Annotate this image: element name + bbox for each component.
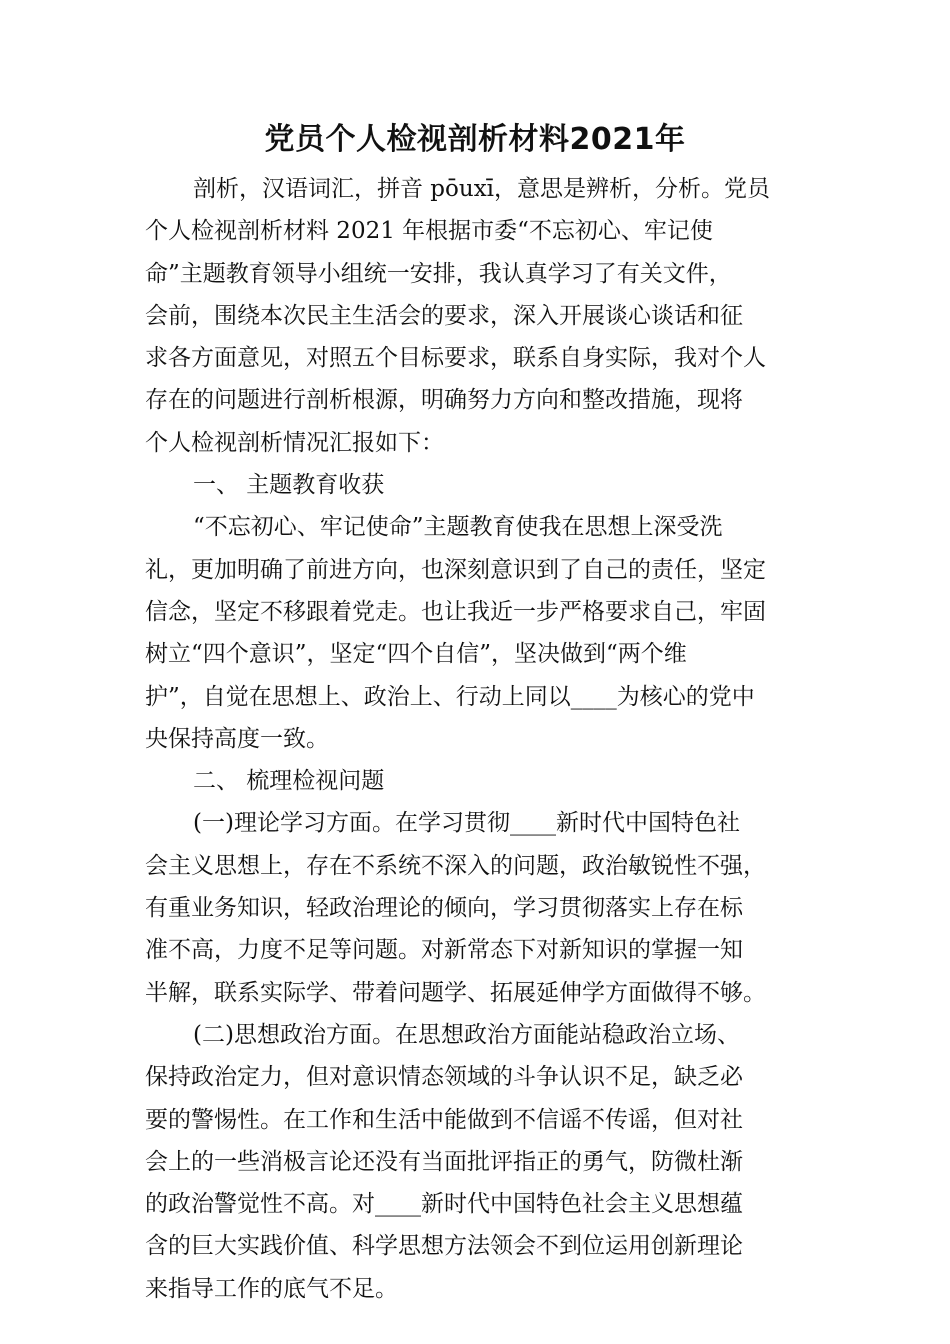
body-line: 求各方面意见，对照五个目标要求，联系自身实际，我对个人	[145, 345, 766, 372]
body-line: 信念，坚定不移跟着党走。也让我近一步严格要求自己，牢固	[145, 598, 766, 625]
body-line: 准不高，力度不足等问题。对新常态下对新知识的掌握一知	[145, 937, 743, 964]
body-line: 央保持高度一致。	[145, 725, 329, 752]
body-line: 来指导工作的底气不足。	[145, 1275, 398, 1302]
body-line: 二、 梳理检视问题	[193, 768, 385, 795]
body-line: 个人检视剖析情况汇报如下：	[145, 429, 444, 456]
body-line: 个人检视剖析材料 2021 年根据市委“不忘初心、牢记使	[145, 218, 713, 245]
body-line: 会上的一些消极言论还没有当面批评指正的勇气，防微杜渐	[145, 1148, 743, 1175]
body-line: 树立“四个意识”，坚定“四个自信”，坚决做到“两个维	[145, 641, 687, 668]
body-line: (二)思想政治方面。在思想政治方面能站稳政治立场、	[193, 1021, 740, 1048]
body-line: 一、 主题教育收获	[193, 472, 385, 499]
body-line: 会前，围绕本次民主生活会的要求，深入开展谈心谈话和征	[145, 302, 743, 329]
body-line: 要的警惕性。在工作和生活中能做到不信谣不传谣，但对社	[145, 1106, 743, 1133]
body-line: 护”，自觉在思想上、政治上、行动上同以____为核心的党中	[145, 683, 755, 710]
body-line: 会主义思想上，存在不系统不深入的问题，政治敏锐性不强，	[145, 852, 766, 879]
document-body	[145, 168, 805, 1310]
body-line: 含的巨大实践价值、科学思想方法领会不到位运用创新理论	[145, 1233, 743, 1260]
body-line: 礼，更加明确了前进方向，也深刻意识到了自己的责任，坚定	[145, 556, 766, 583]
body-line: 命”主题教育领导小组统一安排，我认真学习了有关文件，	[145, 260, 732, 287]
body-line: 的政治警觉性不高。对____新时代中国特色社会主义思想蕴	[145, 1191, 743, 1218]
body-line: 保持政治定力，但对意识情态领域的斗争认识不足，缺乏必	[145, 1064, 743, 1091]
body-line: 有重业务知识，轻政治理论的倾向，学习贯彻落实上存在标	[145, 895, 743, 922]
body-line: 存在的问题进行剖析根源，明确努力方向和整改措施，现将	[145, 387, 743, 414]
body-line: 半解，联系实际学、带着问题学、拓展延伸学方面做得不够。	[145, 979, 766, 1006]
body-line: 剖析，汉语词汇，拼音 pōuxī，意思是辨析，分析。党员	[193, 176, 771, 202]
body-line: “不忘初心、牢记使命”主题教育使我在思想上深受洗	[193, 514, 723, 541]
document-title: 党员个人检视剖析材料2021年	[264, 122, 686, 157]
body-line: (一)理论学习方面。在学习贯彻____新时代中国特色社	[193, 810, 740, 837]
